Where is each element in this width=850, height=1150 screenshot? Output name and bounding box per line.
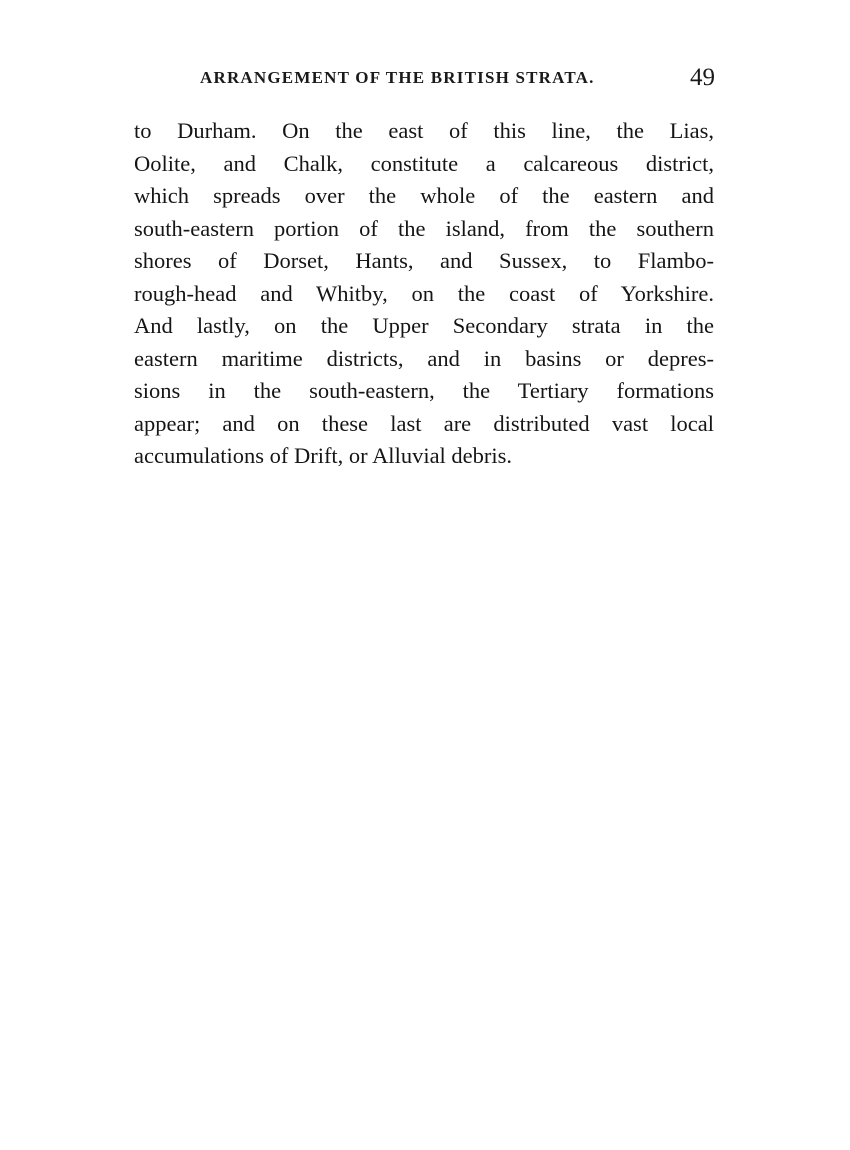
text-line: eastern maritime districts, and in basins or depres- bbox=[134, 345, 714, 371]
text-line: which spreads over the whole of the eastern and bbox=[134, 183, 714, 208]
text-line: to Durham. On the east of this line, the Lias, bbox=[134, 118, 714, 143]
text-line: rough-head and Whitby, on the coast of Yorkshire. bbox=[134, 280, 714, 306]
running-title: ARRANGEMENT OF THE BRITISH STRATA. bbox=[200, 68, 595, 87]
text-line: accumulations of Drift, or Alluvial debris. bbox=[134, 443, 513, 468]
body-paragraph bbox=[134, 115, 714, 473]
page-number: 49 bbox=[690, 64, 715, 91]
text-line: sions in the south-eastern, the Tertiary formations bbox=[134, 378, 714, 403]
text-line: appear; and on these last are distributed vast local bbox=[134, 410, 714, 436]
text-line: south-eastern portion of the island, from the southern bbox=[134, 215, 714, 241]
text-line: Oolite, and Chalk, constitute a calcareous district, bbox=[134, 150, 714, 176]
text-line: shores of Dorset, Hants, and Sussex, to Flambo- bbox=[134, 248, 714, 273]
running-head bbox=[200, 64, 715, 96]
text-line: And lastly, on the Upper Secondary strata in the bbox=[134, 313, 714, 338]
